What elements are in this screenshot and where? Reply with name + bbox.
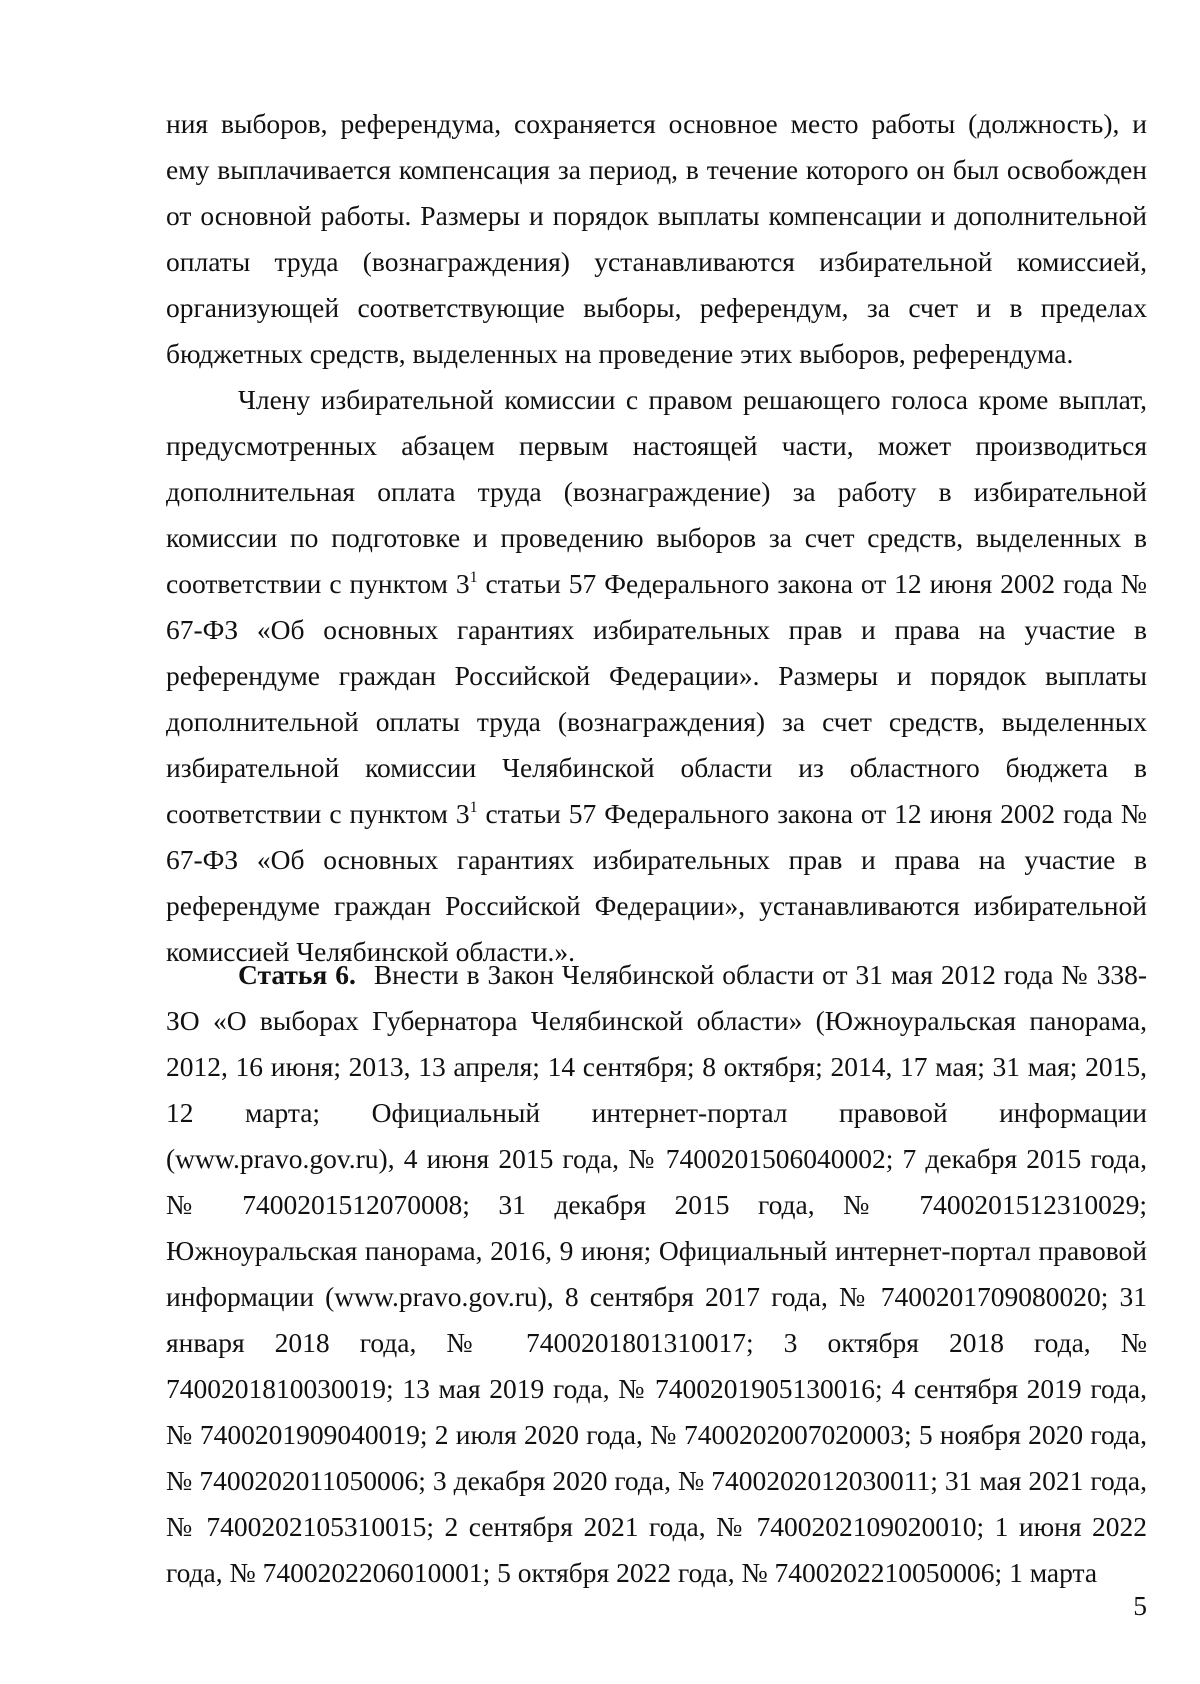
paragraph-additional-pay xyxy=(166,377,1147,975)
article-6-paragraph xyxy=(166,952,1147,1596)
paragraph-text-part-2: статьи 57 Федерального закона от 12 июня 2002 года № 67-ФЗ «Об основных гарантиях избирательных прав и права на участие в референдуме граждан Российской Федерации». Размеры и порядок выплаты дополнительной оплаты труда (вознаграждения) за счет средств, выделенных избирательной комиссии Челябинской области из областного бюджета в соответствии с пунктом 3 xyxy=(166,568,1147,829)
paragraph-text-part-3: статьи 57 Федерального закона от 12 июня 2002 года № 67-ФЗ «Об основных гарантиях избирательных прав и права на участие в референдуме граждан Российской Федерации», устанавливаются избирательной комиссией Челябинской области.». xyxy=(166,798,1147,967)
article-6-label: Статья 6. xyxy=(238,959,356,990)
body-text-article-6 xyxy=(166,952,1147,1596)
superscript-1: 1 xyxy=(469,569,478,586)
page-number: 5 xyxy=(1133,1590,1147,1621)
article-6-text: Внести в Закон Челябинской области от 31 мая 2012 года № 338-ЗО «О выборах Губернатора Челябинской области» (Южноуральская панорама, 2012, 16 июня; 2013, 13 апреля; 14 сентября; 8 октября; 2014, 17 мая; 31 мая; 2015, 12 марта; Официальный интернет-портал правовой информации (www.pravo.gov.ru), 4 июня 2015 года, № 7400201506040002; 7 декабря 2015 года, № 7400201512070008; 31 декабря 2015 года, № 7400201512310029; Южноуральская панорама, 2016, 9 июня; Официальный интернет-портал правовой информации (www.pravo.gov.ru), 8 сентября 2017 года, № 7400201709080020; 31 января 2018 года, № 7400201801310017; 3 октября 2018 года, № 7400201810030019; 13 мая 2019 года, № 7400201905130016; 4 сентября 2019 года, № 7400201909040019; 2 июля 2020 года, № 7400202007020003; 5 ноября 2020 года, № 7400202011050006; 3 декабря 2020 года, № 7400202012030011; 31 мая 2021 года, № 7400202105310015; 2 сентября 2021 года, № 7400202109020010; 1 июня 2022 года, № 7400202206010001; 5 октября 2022 года, № 7400202210050006; 1 марта xyxy=(166,959,1147,1588)
paragraph-continuation: ния выборов, референдума, сохраняется основное место работы (должность), и ему выплачивается компенсация за период, в течение которого он был освобожден от основной работы. Размеры и порядок выплаты компенсации и дополнительной оплаты труда (вознаграждения) устанавливаются избирательной комиссией, организующей соответствующие выборы, референдум, за счет и в пределах бюджетных средств, выделенных на проведение этих выборов, референдума. xyxy=(166,108,1147,369)
paragraph-text-part-1: Члену избирательной комиссии с правом решающего голоса кроме выплат, предусмотренных абзацем первым настоящей части, может производиться дополнительная оплата труда (вознаграждение) за работу в избирательной комиссии по подготовке и проведению выборов за счет средств, выделенных в соответствии с пунктом 3 xyxy=(166,384,1147,599)
superscript-2: 1 xyxy=(469,799,478,816)
body-text-top xyxy=(166,101,1147,975)
